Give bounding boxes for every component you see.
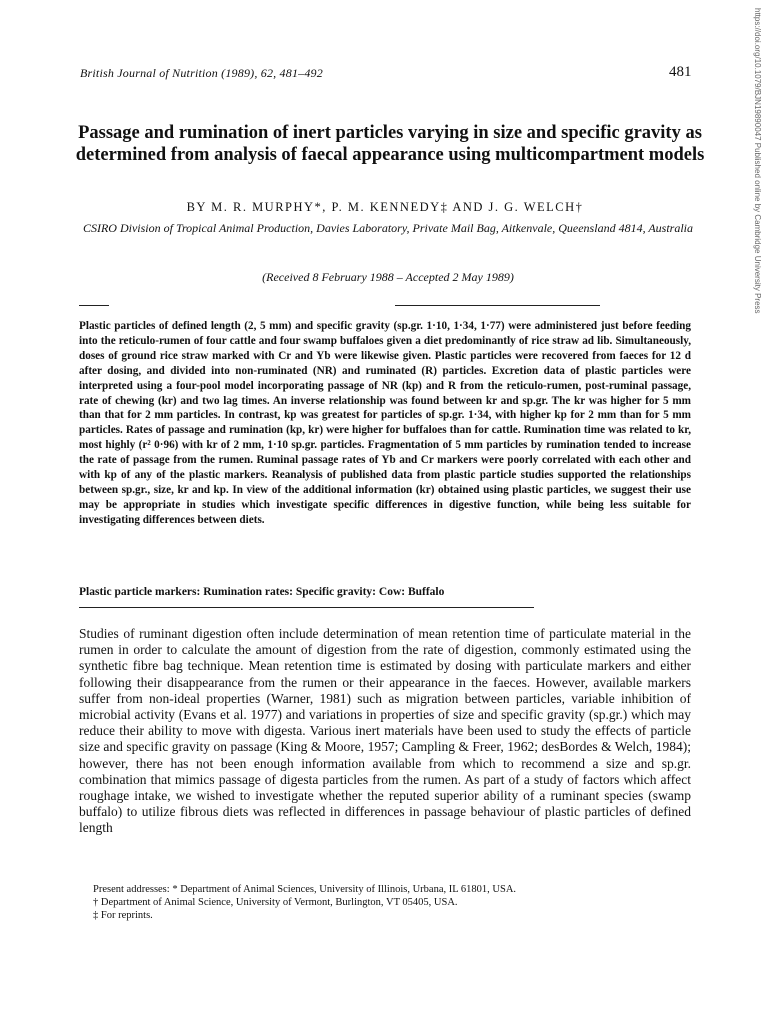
keywords: Plastic particle markers: Rumination rates: Specific gravity: Cow: Buffalo — [79, 586, 445, 598]
authors: BY M. R. MURPHY*, P. M. KENNEDY‡ AND J. G. WELCH† — [186, 200, 584, 214]
article-title: Passage and rumination of inert particles varying in size and specific gravity as determined from analysis of faecal appearance using multicompartment models — [75, 123, 705, 165]
keywords-rule — [79, 607, 534, 608]
footnotes — [93, 884, 693, 922]
abstract: Plastic particles of defined length (2, 5 mm) and specific gravity (sp.gr. 1·10, 1·34, 1·77) were administered just before feeding into the reticulo-rumen of four cattle and four swamp buffaloes given a diet predominantly of rice straw ad lib. Simultaneously, doses of ground rice straw marked with Cr and Yb were likewise given. Plastic particles were recovered from faeces for 12 d after dosing, and divided into non-ruminated (NR) and ruminated (R) particles. Excretion data of plastic particles were interpreted using a four-pool model incorporating passage of NR (kp) and R from the reticulo-rumen, post-ruminal passage, rate of chewing (kr) and two lag times. An inverse relationship was found between kr and sp.gr. The kr was higher for 5 mm than that for 2 mm particles. In contrast, kp was greatest for particles of sp.gr. 1·34, with higher kp for 2 mm than for 5 mm particles. Rates of passage and rumination (kp, kr) were higher for buffaloes than for cattle. Rumination time was related to kr, most highly (r² 0·96) with kr of 2 mm, 1·10 sp.gr. particles. Fragmentation of 5 mm particles by rumination tended to increase the rate of passage from the rumen. Ruminal passage rates of Yb and Cr markers were poorly correlated with each other and with kp of any of the plastic markers. Reanalysis of published data from plastic particle studies supported the relationships between sp.gr., size, kr and kp. In view of the additional information (kr) obtained using plastic particles, we suggest their use may be appropriate in studies which investigate specific differences in digestive function, while being less suitable for investigating differences between diets. — [79, 320, 691, 526]
rule-right — [395, 305, 600, 306]
doi-side-note: https://doi.org/10.1079/BJN19890047 Published online by Cambridge University Press — [753, 8, 762, 314]
introduction-text: Studies of ruminant digestion often include determination of mean retention time of particulate material in the rumen in order to calculate the amount of digestion from the rate of digestion, commonly estimated using the synthetic fibre bag technique. Mean retention time is estimated by dosing with particulate markers and either following their disappearance from the rumen or their appearance in the faeces. However, available markers suffer from non-ideal properties (Warner, 1981) such as migration between particles, variable inhibition of microbial activity (Evans et al. 1977) and variations in properties of size and specific gravity (sp.gr.) which may reduce their ability to move with digesta. Various inert materials have been used to study the effects of particle size and specific gravity on passage (King & Moore, 1957; Campling & Freer, 1962; desBordes & Welch, 1984); however, there has not been enough information available from which to recommend a size and sp.gr. combination that mimics passage of digesta particles from the rumen. As part of a study of factors which affect roughage intake, we wished to investigate whether the reputed superior ability of a ruminant species (swamp buffalo) to utilize fibrous diets was reflected in differences in passage behaviour of plastic particles of defined length — [79, 626, 691, 836]
journal-reference: British Journal of Nutrition (1989), 62, 481–492 — [80, 66, 323, 80]
page-number: 481 — [669, 64, 692, 80]
received-dates: (Received 8 February 1988 – Accepted 2 May 1989) — [262, 270, 514, 284]
footnote-reprints: ‡ For reprints. — [93, 909, 153, 921]
affiliation: CSIRO Division of Tropical Animal Production, Davies Laboratory, Private Mail Bag, Aitkenvale, Queensland 4814, Australia — [82, 221, 694, 235]
rule-left — [79, 305, 109, 306]
footnote-present-address: Present addresses: * Department of Animal Sciences, University of Illinois, Urbana, IL 61801, USA. — [93, 884, 517, 895]
footnote-vermont: † Department of Animal Science, University of Vermont, Burlington, VT 05405, USA. — [93, 896, 458, 908]
